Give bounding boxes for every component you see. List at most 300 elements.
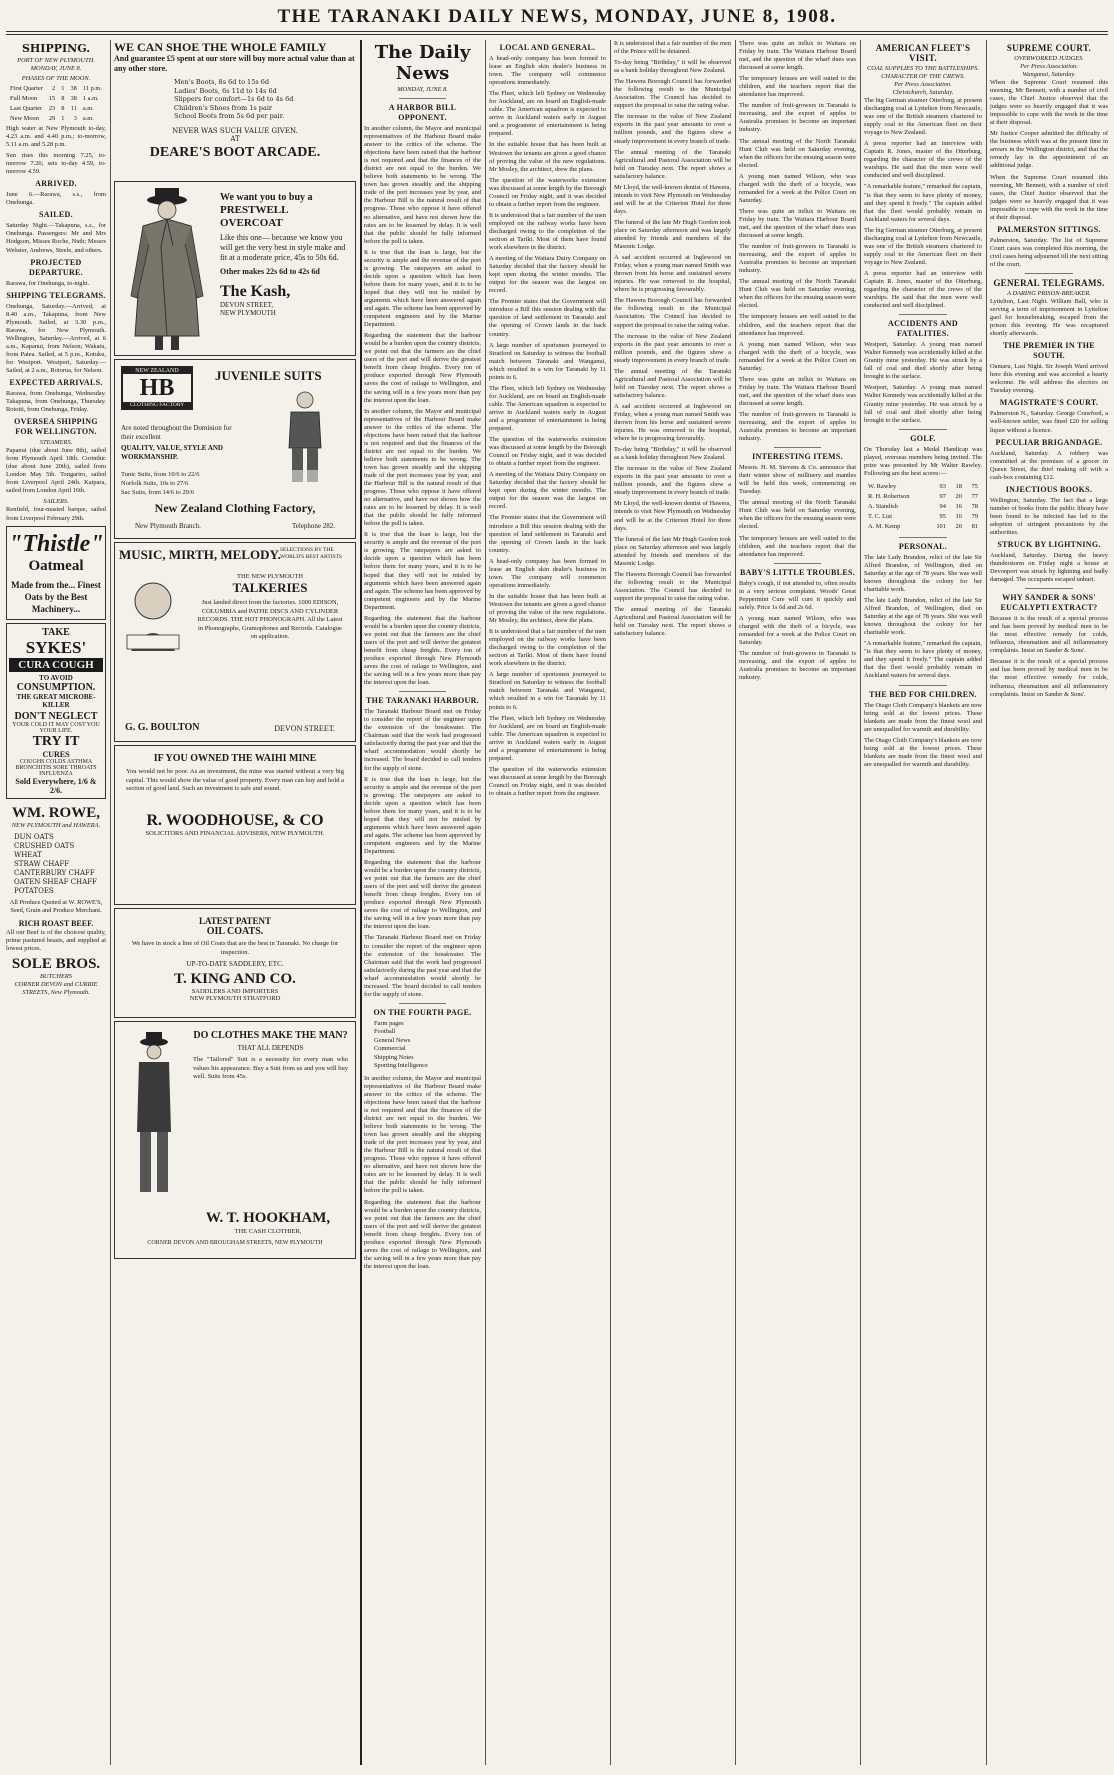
golfer-name: W. Rawley (868, 482, 897, 490)
handicap: 16 (955, 512, 962, 520)
edison-portrait-illustration (123, 573, 183, 653)
sykes-take: TAKE (42, 626, 70, 638)
handicap: 16 (955, 502, 962, 510)
news-paragraph: The increase in the value of New Zealand exports in the past year amounts to over a million pounds, and the figures show a steady improvement in every branch of trade. (614, 465, 731, 497)
woodhouse-body: You would not be poor. As an investment, the mine was started without a very big capital. This would show the value of good property. Every man can buy and hold a section of good land. Such an investment is safe and sound. (126, 768, 344, 792)
editorial-paragraph: It is true that the loan is large, but the security is ample and the revenue of the port is growing. The ratepayers are asked to decide upon a question which has been before them for many years, and it is to be hoped that they will not be misled by arguments which have been answered again and again. The scheme has been approved by competent engineers and by the Marine Department. (364, 531, 481, 611)
news-paragraph: Palmerston N., Saturday. George Crawford, a well-known settler, was fined £20 for selling liquor without a licence. (990, 410, 1108, 434)
fleet-press: Per Press Association. (894, 81, 952, 88)
gross: 93 (939, 482, 946, 490)
editorial-paragraph: Regarding the statement that the harbour would be a burden upon the country districts, we point out that the farmers are the chief users of the port and will derive the greatest benefit from cheap freights. Every ton of produce exported through New Plymouth saves the cost of railage to Wellington, and the saving will in a few years more than pay the interest upon the loan. (364, 332, 481, 404)
news-paragraph: A press reporter had an interview with Captain R. Jones, master of the Otterburg, regarding the character of the crews of the warships. He said that the men were well conducted and well disciplined. (864, 140, 982, 180)
news-paragraph: Because it is the result of a special process and has been proved by medical men to be the most effective remedy for colds, influenza, rheumatism and all inflammatory complaints. Insist on Sander & Sons'. (990, 658, 1108, 698)
sailers-heading: SAILERS. (43, 498, 69, 506)
news-paragraph: "A remarkable feature," remarked the captain, "is that they seem to have plenty of money, and they spend it freely." The captain added that the fleet would probably remain in Auckland waters for several days. (864, 640, 982, 680)
net: 79 (971, 512, 978, 520)
fourth-page-list (364, 1020, 481, 1071)
local-paragraph: In the suitable house that has been built at Westown the tenants are given a good chance of proving the value of the new regulations. Mr Mosley, the architect, drew the plans. (489, 592, 606, 625)
news-paragraph: Palmerston, Saturday. The list of Supreme Court cases was completed this morning, the civil cases being adjourned till the next sitting of the court. (990, 236, 1108, 268)
news-paragraph: The late Lady Brandon, relict of the late Sir Alfred Brandon, of Wellington, died on Saturday at the age of 78 years. She was well known throughout the colony for her charitable work. (864, 597, 982, 637)
moon-hour: 8 (61, 95, 65, 102)
news-paragraph: The number of fruit-growers in Taranaki is increasing, and the export of apples to Australia promises to become an important industry. (739, 650, 856, 682)
king-towns: NEW PLYMOUTH STRATFORD (189, 995, 281, 1002)
local-paragraph: The Fleet, which left Sydney on Wednesday for Auckland, are on board an English-made cable. The American squadron is expected to arrive in Auckland waters early in August and a programme of entertainment is being prepared. (489, 90, 606, 138)
net: 75 (971, 482, 978, 490)
sykes-cures: CURES (42, 749, 70, 759)
handicap: 20 (955, 492, 962, 500)
news-paragraph: A sad accident occurred at Inglewood on Friday, when a young man named Smith was thrown from his horse and sustained severe injuries. He was removed to the hospital, where he is progressing favourably. (614, 402, 731, 443)
golf-heading: GOLF. (910, 433, 936, 443)
moon-period: 11 p.m. (82, 85, 102, 92)
music-ad (114, 542, 356, 742)
kash-name: The Kash, (220, 283, 291, 300)
news-paragraph: The annual meeting of the North Taranaki Hunt Club was held on Saturday evening, when the officers for the ensuing season were elected. (739, 499, 856, 531)
court-sub: OVERWORKED JUDGES. (1014, 55, 1084, 62)
list-item: Men's Boots, 8s 6d to 15s 6d (174, 78, 270, 86)
news-paragraph: Baby's cough, if not attended to, often results in a very serious complaint. Woods' Great Peppermint Cure will cure it quickly and safely. Price 1s 6d and 2s 6d. (739, 579, 856, 611)
moon-hour: 8 (61, 105, 65, 112)
woodhouse-name: R. WOODHOUSE, & CO (146, 811, 324, 829)
news-paragraph: Auckland, Saturday. A robbery was committed at the premises of a grocer in Queen Street, the thief making off with a cash-box containing £12. (990, 449, 1108, 481)
table-row (8, 115, 104, 123)
sailers-text: Renfield, four-masted barque, sailed from Liverpool February 29th. (6, 506, 106, 522)
news-column-9 (990, 40, 1108, 1767)
news-paragraph: The Hawera Borough Council has forwarded the following result to the Municipal Association. The Council has decided to support the proposal to raise the rating value. (614, 570, 731, 602)
hookham-sub: THAT ALL DEPENDS (237, 1044, 304, 1052)
local-paragraph: The question of the waterworks extension was discussed at some length by the Borough Council on Friday night, and it was decided to obtain a further report from the engineer. (489, 176, 606, 208)
personal-heading: PERSONAL. (898, 541, 948, 551)
hb-branch: New Plymouth Branch. (135, 522, 201, 530)
hb-ad (114, 359, 356, 539)
moon-phase: New Moon (10, 115, 39, 122)
music-shop: THE NEW PLYMOUTH (236, 573, 304, 580)
local-paragraph: The question of the waterworks extension was discussed at some length by the Borough Council on Friday night, and it was decided to obtain a further report from the engineer. (489, 765, 606, 797)
news-paragraph: The Hawera Borough Council has forwarded the following result to the Municipal Association. The Council has decided to support the proposal to raise the rating value. (614, 297, 731, 329)
arrived-text: June 6.—Rarawa, s.s., from Onehunga. (6, 191, 106, 207)
gross: 97 (939, 492, 946, 500)
news-paragraph: The temporary houses are well suited to the children, and the teachers report that the attendance has improved. (739, 75, 856, 99)
list-item: POTATOES (14, 886, 54, 895)
deare-at: AT (230, 134, 240, 143)
news-paragraph: The big German steamer Otterburg, at present discharging coal at Lyttelton from Newcastle, was one of the British steamers chartered to supply coal to the American fleet on their voyage to New Zealand. (864, 226, 982, 266)
masthead: THE TARANAKI DAILY NEWS, MONDAY, JUNE 8, 1908. (277, 6, 837, 27)
moon-period: 1 a.m. (82, 95, 99, 102)
sailed-text: Saturday Night.—Takapuna, s.s., for Onehunga. Passengers: Mr and Mrs Hodgson, Misses Roche, Nuth; Messrs Webster, Andrews, Steele, and others. (6, 222, 106, 254)
premier-heading: THE PREMIER IN THE SOUTH. (1003, 341, 1095, 361)
local-paragraph: The Premier states that the Government will introduce a Bill this session dealing with the question of land settlement in Taranaki and the opening of Crown lands in the back country. (489, 298, 606, 338)
rowe-footer: All Produce Quoted at W. ROWE'S, Seed, Grain and Produce Merchant. (9, 898, 103, 914)
moon-table (6, 83, 106, 125)
sun-text: Sun rises this morning 7.25, to-morrow 7.26; sets to-day 4.59, to-morrow 4.59. (6, 152, 106, 176)
news-paragraph: The funeral of the late Mr Hugh Gordon took place on Saturday afternoon and was largely attended by friends and members of the Masonic Lodge. (614, 218, 731, 251)
rowe-name: WM. ROWE, (12, 804, 100, 821)
sykes-ailments: COUGHS COLDS ASTHMA BRONCHITIS SORE THROATS INFLUENZA (15, 758, 97, 777)
kash-copy (220, 192, 348, 317)
telegrams-heading: SHIPPING TELEGRAMS. (6, 290, 106, 300)
list-item: Ladies' Boots, 6s 11d to 14s 6d (174, 86, 277, 95)
masthead-rule (6, 31, 1108, 32)
news-column-6 (614, 40, 731, 1767)
column-rule (360, 40, 362, 1765)
sykes-avoid: TO AVOID (39, 673, 73, 682)
editorial-paragraph: In another column, the Mayor and municipal representatives of the Harbour Board make answer to the critics of the scheme. The objections have been raised that the harbour is not required and that the finances of the district are not equal to the burden. We believe both statements to be wrong. The town has grown steadily and the shipping trade of the port increases year by year, and the Harbour Bill is the natural result of that progress. Those who oppose it have offered no alternative, and have not shown how the rates are to be lessened by delay. It is well that the public should be fully informed before the poll is taken. (364, 407, 481, 528)
port-date: MONDAY, JUNE 8. (30, 65, 82, 72)
divider (899, 537, 946, 538)
column-rule (986, 40, 987, 1765)
harbour-heading: THE TARANAKI HARBOUR. (366, 696, 479, 706)
news-paragraph: Westport, Saturday. A young man named Walter Kennedy was accidentally killed at the Granity mine yesterday. He was struck by a fall of coal and died shortly after being brought to the surface. (864, 384, 982, 424)
divider (774, 563, 821, 564)
sole-name: SOLE BROS. (11, 955, 101, 972)
overcoat-man-illustration (121, 186, 213, 354)
lightning-heading: STRUCK BY LIGHTNING. (997, 539, 1101, 549)
local-general-column (489, 40, 606, 1767)
divider (899, 685, 946, 686)
court-heading: SUPREME COURT. (1006, 43, 1092, 53)
table-row (8, 105, 104, 113)
list-item: CRUSHED OATS (14, 841, 75, 850)
editorial-paragraph: Regarding the statement that the harbour would be a burden upon the country districts, we point out that the farmers are the chief users of the port and will derive the greatest benefit from cheap freights. Every ton of produce exported through New Plymouth saves the cost of railage to Wellington, and the saving will in a few years more than pay the interest upon the loan. (364, 1198, 481, 1270)
news-paragraph: Auckland, Saturday. During the heavy thunderstorm on Friday night a house at Devonport was struck by lightning and badly damaged. The occupants escaped unhurt. (990, 551, 1108, 584)
list-item: Farm pages (374, 1019, 404, 1027)
sykes-dont: DON'T NEGLECT (14, 710, 98, 722)
news-paragraph: It is understood that a fair number of the men of the Prince will be detained. (614, 40, 731, 56)
shipping-column (6, 40, 106, 1767)
sykes-killer: THE GREAT MICROBE-KILLER (16, 692, 96, 709)
moon-phase: Full Moon (10, 95, 38, 102)
news-paragraph: The Otago Cloth Company's blankets are now being sold at the lowest prices. These blankets are made from the finest wool and are unequalled for warmth and durability. (864, 701, 982, 733)
moon-day: 2 (52, 85, 56, 92)
kash-street: DEVON STREET, (220, 301, 274, 309)
news-paragraph: The temporary houses are well suited to the children, and the teachers report that the attendance has improved. (739, 313, 856, 337)
moon-min: 38 (70, 95, 77, 102)
editorial-paragraph: In another column, the Mayor and municipal representatives of the Harbour Board make answer to the critics of the scheme. The objections have been raised that the harbour is not required and that the finances of the district are not equal to the burden. We believe both statements to be wrong. The town has grown steadily and the shipping trade of the port increases year by year, and the Harbour Bill is the natural result of that progress. Those who oppose it have offered no alternative, and have not shown how the rates are to be lessened by delay. It is well that the public should be fully informed before the poll is taken. (364, 1074, 481, 1195)
news-paragraph: The number of fruit-growers in Taranaki is increasing, and the export of apples to Australia promises to become an important industry. (739, 243, 856, 275)
list-item: Shipping Notes (374, 1053, 414, 1061)
sole-ad (6, 919, 106, 997)
rowe-items (6, 833, 106, 896)
news-paragraph: The late Lady Brandon, relict of the late Sir Alfred Brandon, of Wellington, died on Saturday at the age of 78 years. She was well known throughout the colony for her charitable work. (864, 553, 982, 594)
hb-tel: Telephone 282. (291, 522, 335, 530)
hookham-body: The "Tailored" Suit is a necessity for every man who values his appearance. Buy a Suit from us and you will buy well. Suits from 45s. (193, 1056, 348, 1080)
news-paragraph: Westport, Saturday. A young man named Walter Kennedy was accidentally killed at the Granity mine yesterday. He was struck by a fall of coal and died shortly after being brought to the surface. (864, 341, 982, 381)
gross: 94 (939, 502, 946, 510)
rowe-trade: NEW PLYMOUTH and HAWERA. (11, 821, 101, 829)
moon-min: 11 (70, 105, 77, 112)
news-paragraph: There was quite an influx to Waitara on Friday by train. The Waitara Harbour Board met, and the question of the wharf dues was discussed at some length. (739, 375, 856, 407)
hookham-address: CORNER DEVON AND BROUGHAM STREETS, NEW PLYMOUTH (147, 1240, 323, 1246)
editorial-paragraph: It is true that the loan is large, but the security is ample and the revenue of the port is growing. The ratepayers are asked to decide upon a question which has been before them for many years, and it is to be hoped that they will not be misled by arguments which have been answered again and again. The scheme has been approved by competent engineers and by the Marine Department. (364, 248, 481, 329)
tides-text: High water at New Plymouth to-day, 4.23 a.m. and 4.40 p.m.; to-morrow, 5.11 a.m. and 5.28 p.m. (6, 125, 106, 149)
sole-items: RICH ROAST BEEF. (18, 918, 94, 928)
news-paragraph: On Thursday last a Medal Handicap was played, overseas members being invited. The prize was presented by Mr Walter Rawley. Following are the best scores:— (864, 445, 982, 477)
divider (1025, 588, 1072, 589)
expected-heading: EXPECTED ARRIVALS. (9, 378, 103, 388)
news-paragraph: Lyttelton, Last Night. William Ball, who is serving a term of imprisonment in Lyttelton gaol for housebreaking, escaped from the prison this evening. He was recaptured shortly afterwards. (990, 297, 1108, 338)
golf-table (864, 481, 982, 533)
divider (1025, 273, 1072, 274)
news-paragraph: The Otago Cloth Company's blankets are now being sold at the lowest prices. These blankets are made from the finest wool and are unequalled for warmth and durability. (864, 736, 982, 768)
local-paragraph: In the suitable house that has been built at Westown the tenants are given a good chance of proving the value of the new regulations. Mr Mosley, the architect, drew the plans. (489, 141, 606, 173)
local-paragraph: A meeting of the Waitara Dairy Company on Saturday decided that the factory should be kept open during the winter months. The output for the season was the largest on record. (489, 471, 606, 511)
deare-sub: And guarantee £5 spent at our store will buy more actual value than at any other store. (114, 54, 355, 73)
local-paragraph: A large number of sportsmen journeyed to Stratford on Saturday to witness the football match between Taranaki and Wanganui, which resulted in a win for Taranaki by 11 points to 6. (489, 341, 606, 381)
news-paragraph: To-day being "Birthday," it will be observed as a bank holiday throughout New Zealand. (614, 59, 731, 75)
king-saddlery: UP-TO-DATE SADDLERY, ETC. (186, 960, 284, 968)
news-column-7 (739, 40, 856, 1767)
editorial-paragraph: In another column, the Mayor and municipal representatives of the Harbour Board make answer to the critics of the scheme. The objections have been raised that the harbour is not required and that the finances of the district are not equal to the burden. We believe both statements to be wrong. The town has grown steadily and the shipping trade of the port increases year by year, and the Harbour Bill is the natural result of that progress. Those who oppose it have offered no alternative, and have not shown how the rates are to be lessened by delay. It is well that the public should be fully informed before the poll is taken. (364, 125, 481, 245)
king-latest: LATEST PATENT (198, 916, 272, 926)
news-paragraph: Because it is the result of a special process and has been proved by medical men to be the most effective remedy for colds, influenza, rheumatism and all inflammatory complaints. Insist on Sander & Sons'. (990, 615, 1108, 655)
list-item: Tunic Suits, from 10/6 to 22/6 (121, 471, 200, 478)
table-row (866, 483, 980, 491)
list-item: Sac Suits, from 14/6 to 29/6 (121, 489, 194, 496)
local-paragraph: A meeting of the Waitara Dairy Company on Saturday decided that the factory should be kept open during the winter months. The output for the season was the largest on record. (489, 255, 606, 295)
table-row (866, 503, 980, 511)
local-paragraph: It is understood that a fair number of the men employed on the railway works have been discharged owing to the completion of the section at Tariki. Most of them have found work elsewhere in the district. (489, 628, 606, 668)
thistle-ad (6, 526, 106, 620)
hookham-copy (193, 1030, 348, 1082)
music-headline: MUSIC, MIRTH, MELODY. (119, 547, 281, 562)
list-item: Sporting Intelligence (374, 1062, 428, 1070)
hb-logo (121, 366, 193, 410)
sykes-sold: Sold Everywhere, 1/6 & 2/6. (15, 776, 97, 795)
king-trade: SADDLERS AND IMPORTERS (191, 988, 279, 995)
arrived-heading: ARRIVED. (35, 179, 77, 189)
sykes-brand: SYKES' (25, 637, 87, 657)
editorial-date: MONDAY, JUNE 8. (397, 86, 448, 93)
king-body: We have in stock a line of Oil Coats that are the best in Taranaki. No charge for inspection. (131, 940, 339, 956)
gross: 95 (939, 512, 946, 520)
sykes-cold: YOUR COLD IT MAY COST YOU YOUR LIFE. (12, 721, 100, 734)
table-row (866, 493, 980, 501)
list-item: Football (374, 1028, 396, 1036)
news-paragraph: The funeral of the late Mr Hugh Gordon took place on Saturday afternoon and was largely attended by friends and members of the Masonic Lodge. (614, 535, 731, 567)
news-paragraph: A press reporter had an interview with Captain R. Jones, master of the Otterburg, regarding the character of the crews of the warships. He said that the men were well conducted and well disciplined. (864, 269, 982, 310)
news-paragraph: The big German steamer Otterburg, at present discharging coal at Lyttelton from Newcastle, was one of the British steamers chartered to supply coal to the American fleet on their voyage to New Zealand. (864, 97, 982, 137)
news-paragraph: The annual meeting of the Taranaki Agricultural and Pastoral Association will be held on Tuesday next. The report shows a satisfactory balance. (614, 606, 731, 638)
books-heading: INJECTIOUS BOOKS. (1005, 484, 1093, 494)
magistrate-heading: MAGISTRATE'S COURT. (999, 398, 1099, 408)
fleet-sub: COAL SUPPLIES TO THE BATTLESHIPS. (867, 65, 979, 72)
news-paragraph: A young man named Wilson, who was charged with the theft of a bicycle, was remanded for a week at the Police Court on Saturday. (739, 340, 856, 372)
sole-address: CORNER DEVON and CURRIE STREETS, New Plymouth. (14, 980, 98, 996)
steamers-text: Papanui (due about June 8th), sailed from Plymouth April 18th. Corinthic (due about June 20th), sailed from London May 5th. Tongariro, sailed from Liverpool April 24th. Kaipara, sailed from London April 16th. (6, 447, 106, 495)
thistle-brand: "Thistle" (9, 530, 104, 557)
moon-period: a.m. (82, 105, 94, 112)
sykes-ad (6, 623, 106, 799)
news-paragraph: The annual meeting of the Taranaki Agricultural and Pastoral Association will be held on Tuesday next. The report shows a satisfactory balance. (614, 367, 731, 399)
table-row (8, 85, 104, 93)
news-paragraph: The annual meeting of the North Taranaki Hunt Club was held on Saturday evening, when the officers for the ensuing season were elected. (739, 278, 856, 310)
woodhouse-trade: SOLICITORS AND FINANCIAL ADVISERS, NEW PLYMOUTH. (145, 829, 325, 837)
list-item: STRAW CHAFF (14, 859, 70, 868)
list-item: Children's Shoes from 1s pair (174, 103, 273, 112)
moon-heading: PHASES OF THE MOON. (21, 75, 91, 82)
local-paragraph: The Fleet, which left Sydney on Wednesday for Auckland, are on board an English-made cable. The American squadron is expected to arrive in Auckland waters early in August and a programme of entertainment is being prepared. (489, 384, 606, 433)
divider (399, 1003, 446, 1004)
court-place: Wanganui, Saturday. (1022, 71, 1076, 78)
local-paragraph: It is understood that a fair number of the men employed on the railway works have been discharged owing to the completion of the section at Tariki. Most of them have found work elsewhere in the district. (489, 211, 606, 252)
local-paragraph: The question of the waterworks extension was discussed at some length by the Borough Council on Friday night, and it was decided to obtain a further report from the engineer. (489, 436, 606, 468)
golfer-name: A. Standish (868, 502, 898, 510)
divider (774, 447, 821, 448)
moon-min: 38 (70, 85, 77, 92)
hb-title: JUVENILE SUITS (215, 368, 322, 383)
kash-town: NEW PLYMOUTH (220, 309, 276, 317)
telegrams-text: Onehunga, Saturday.—Arrived, at 8.40 a.m., Takapuna, from New Plymouth. Sailed, at 3.30 p.m., Rarawa, for New Plymouth. Wellington, Saturday.—Arrived, at 6 a.m., Kapanui, from Nelson; Wakatu, from Patea. Sailed, at 5 p.m., Kotuku, for Westport. Westport, Saturday.—Sailed, at 2 a.m., Rotorua, for Nelson. (6, 302, 106, 374)
local-paragraph: The Fleet, which left Sydney on Wednesday for Auckland, are on board an English-made cable. The American squadron is expected to arrive in Auckland waters early in August and a programme of entertainment is being prepared. (489, 714, 606, 762)
fleet-head: CHARACTER OF THE CREWS. (881, 73, 965, 80)
kash-want: We want you to buy a (220, 192, 313, 203)
fourth-page-heading: ON THE FOURTH PAGE. (373, 1007, 472, 1017)
column-rule (610, 40, 611, 1765)
news-paragraph: The temporary houses are well suited to the children, and the teachers report that the attendance has improved. (739, 534, 856, 558)
moon-phase: Last Quarter (10, 105, 43, 112)
hookham-ad (114, 1021, 356, 1259)
news-paragraph: The annual meeting of the Taranaki Agricultural and Pastoral Association will be held on Tuesday next. The report shows a satisfactory balance. (614, 148, 731, 180)
list-item: OATEN SHEAF CHAFF (14, 877, 97, 886)
golfer-name: A. M. Kemp (868, 522, 901, 530)
local-paragraph: A head-only company has been formed to lease an English skin dealer's business in town. The company will commence operations immediately. (489, 557, 606, 589)
news-paragraph: Mr Lloyd, the well-known dentist of Hawera, intends to visit New Plymouth on Wednesday and will be at the Criterion Hotel for three days. (614, 500, 731, 532)
hb-prices (121, 470, 241, 497)
baby-heading: BABY'S LITTLE TROUBLES. (739, 567, 856, 577)
accidents-heading: ACCIDENTS AND FATALITIES. (888, 319, 958, 339)
news-paragraph: "A remarkable feature," remarked the captain, "is that they seem to have plenty of money, and they spend it freely." The captain added that the fleet would probably remain in Auckland waters for several days. (864, 183, 982, 223)
moon-period: a.m. (82, 115, 94, 122)
local-paragraph: The Premier states that the Government will introduce a Bill this session dealing with the question of land settlement in Taranaki and the opening of Crown lands in the back country. (489, 514, 606, 554)
divider (399, 98, 446, 99)
moon-min: 3 (73, 115, 77, 122)
table-row (866, 513, 980, 521)
sailed-heading: SAILED. (39, 210, 73, 220)
gentleman-illustration (125, 1032, 183, 1202)
news-paragraph: Oamaru, Last Night. Sir Joseph Ward arrived here this evening and was accorded a hearty welcome. He will address the electors on Tuesday evening. (990, 363, 1108, 395)
news-column-8 (864, 40, 982, 1767)
hb-logo-bottom: CLOTHING FACTORY (123, 402, 191, 408)
gross: 101 (936, 522, 946, 530)
news-paragraph: When the Supreme Court resumed this morning, Mr Bennett, with a number of civil cases, the Chief Justice observed that the judges were so heavily engaged that it was impossible to cope with the work in the time at their disposal. (990, 173, 1108, 221)
sole-trade: BUTCHERS (40, 972, 72, 980)
boy-in-suit-illustration (275, 388, 335, 488)
projected-text: Rarawa, for Onehunga, to-night. (6, 279, 90, 287)
editorial-column (364, 40, 481, 1767)
music-body: Just landed direct from the factories. 1000 EDISON, COLUMBIA and PATHE DISCS AND CYLINDER RECORDS. THE HOT PHONOGRAPH. All the Latest in Phonographs, Gramophones and Records. Catalogue on application. (197, 599, 343, 640)
music-selections: SELECTIONS BY THE WORLD'S BEST ARTISTS (280, 547, 342, 560)
divider (399, 691, 446, 692)
hookham-trade: THE CASH CLOTHIER, (234, 1228, 302, 1235)
advertisement-column (114, 40, 356, 1767)
deare-headline: WE CAN SHOE THE WHOLE FAMILY (114, 40, 327, 54)
news-paragraph: The increase in the value of New Zealand exports in the past year amounts to over a million pounds, and the figures show a steady improvement in every branch of trade. (614, 113, 731, 145)
deare-never: NEVER WAS SUCH VALUE GIVEN. (172, 126, 298, 135)
prison-sub: A DARING PRISON-BREAKER. (1007, 289, 1091, 297)
column-rule (110, 40, 111, 1765)
news-paragraph: The Hawera Borough Council has forwarded the following result to the Municipal Association. The Council has decided to support the proposal to raise the rating value. (614, 78, 731, 110)
list-item: School Boots from 5s 6d per pair. (174, 112, 285, 120)
kash-ad (114, 181, 356, 356)
sykes-try: TRY IT (32, 733, 80, 749)
list-item: CANTERBURY CHAFF (14, 868, 95, 877)
news-paragraph: There was quite an influx to Waitara on Friday by train. The Waitara Harbour Board met, and the question of the wharf dues was discussed at some length. (739, 207, 856, 240)
thistle-product: Oatmeal (28, 557, 84, 574)
list-item: DUN OATS (14, 832, 54, 841)
music-name: G. G. BOULTON (125, 722, 200, 733)
court-press: Per Press Association. (1020, 63, 1078, 70)
handicap: 20 (955, 522, 962, 530)
news-paragraph: There was quite an influx to Waitara on Friday by train. The Waitara Harbour Board met, and the question of the wharf dues was discussed at some length. (739, 40, 856, 72)
interesting-heading: INTERESTING ITEMS. (752, 452, 843, 462)
music-talkeries: TALKERIES (232, 580, 308, 595)
sykes-consumption: CONSUMPTION. (16, 681, 96, 693)
news-paragraph: A young man named Wilson, who was charged with the theft of a bicycle, was remanded for a week at the Police Court on Saturday. (739, 172, 856, 204)
kash-body: Like this one— because we know you will get the very best in style make and fit at a moderate price, 45s to 50s 6d. (220, 233, 346, 262)
hb-logo-mark: HB (139, 375, 175, 401)
king-product: OIL COATS. (206, 926, 264, 937)
net: 78 (971, 502, 978, 510)
woodhouse-ad (114, 745, 356, 905)
news-paragraph: The number of fruit-growers in Taranaki is increasing, and the export of apples to Australia promises to become an important industry. (739, 102, 856, 134)
shipping-title: SHIPPING. (21, 42, 91, 55)
column-rule (735, 40, 736, 1765)
editorial-heading: A HARBOR BILL OPPONENT. (388, 103, 457, 122)
news-paragraph: Mr Justice Cooper admitted the difficulty of the business which was at the present time in arrears in the Wellington district, and that the remedy lay in the appointment of an additional judge. (990, 130, 1108, 170)
palmerston-heading: PALMERSTON SITTINGS. (997, 224, 1101, 234)
hb-logo-top: NEW ZEALAND (123, 368, 191, 374)
local-paragraph: A large number of sportsmen journeyed to Stratford on Saturday to witness the football match between Taranaki and Wanganui, which resulted in a win for Taranaki by 11 points to 6. (489, 671, 606, 711)
deare-ad (114, 40, 356, 178)
local-paragraph: A head-only company has been formed to lease an English skin dealer's business in town. The company will commence operations immediately. (489, 55, 606, 87)
port-heading: PORT OF NEW PLYMOUTH. (17, 57, 95, 64)
hb-qualities: QUALITY, VALUE, STYLE AND WORKMANSHIP. (121, 444, 223, 461)
music-street: DEVON STREET. (274, 724, 335, 733)
moon-day: 15 (48, 95, 56, 102)
kash-brand: PRESTWELL OVERCOAT (220, 204, 288, 229)
telegrams-heading: GENERAL TELEGRAMS. (993, 277, 1105, 288)
editorial-title: The Daily News (374, 42, 471, 84)
list-item: Commercial (374, 1045, 406, 1053)
hookham-headline: DO CLOTHES MAKE THE MAN? (193, 1030, 348, 1041)
table-row (8, 95, 104, 103)
sykes-cough: CURA COUGH (9, 658, 103, 672)
king-ad (114, 908, 356, 1018)
oversea-heading: OVERSEA SHIPPING FOR WELLINGTON. (14, 417, 98, 437)
rowe-ad (6, 805, 106, 915)
fleet-heading: AMERICAN FLEET'S VISIT. (875, 43, 971, 63)
hb-noted: Are noted throughout the Dominion for their excellent (121, 424, 232, 441)
moon-day: 23 (48, 105, 56, 112)
net: 77 (971, 492, 978, 500)
handicap: 18 (955, 482, 962, 490)
projected-heading: PROJECTED DEPARTURE. (29, 257, 83, 277)
divider (899, 314, 946, 315)
column-rule (860, 40, 861, 1765)
news-paragraph: When the Supreme Court resumed this morning, Mr Bennett, with a number of civil cases, the Chief Justice observed that the judges were so heavily engaged that it was impossible to cope with the work in the time at their disposal. (990, 79, 1108, 127)
expected-text: Rarawa, from Onehunga, Wednesday. Takapuna, from Onehunga, Thursday. Rotoiti, from Onehunga, Friday. (6, 390, 106, 414)
divider (899, 429, 946, 430)
brigandage-heading: PECULIAR BRIGANDAGE. (995, 437, 1103, 447)
harbour-paragraph: Regarding the statement that the harbour would be a burden upon the country districts, we point out that the farmers are the chief users of the port and will derive the greatest benefit from cheap freights. Every ton of produce exported through New Plymouth saves the cost of railage to Wellington, and the saving will in a few years more than pay the interest upon the loan. (364, 859, 481, 931)
local-heading: LOCAL AND GENERAL. (499, 43, 596, 52)
moon-phase: First Quarter (10, 85, 43, 92)
kash-other: Other makes 22s 6d to 42s 6d (220, 267, 320, 276)
editorial-paragraph: Regarding the statement that the harbour would be a burden upon the country districts, we point out that the farmers are the chief users of the port and will derive the greatest benefit from cheap freights. Every ton of produce exported through New Plymouth saves the cost of railage to Wellington, and the saving will in a few years more than pay the interest upon the loan. (364, 614, 481, 687)
king-name: T. KING AND CO. (174, 971, 296, 987)
news-paragraph: The increase in the value of New Zealand exports in the past year amounts to over a million pounds, and the figures show a steady improvement in every branch of trade. (614, 332, 731, 364)
golfer-name: R. H. Robertson (868, 492, 910, 500)
moon-day: 29 (48, 115, 56, 122)
